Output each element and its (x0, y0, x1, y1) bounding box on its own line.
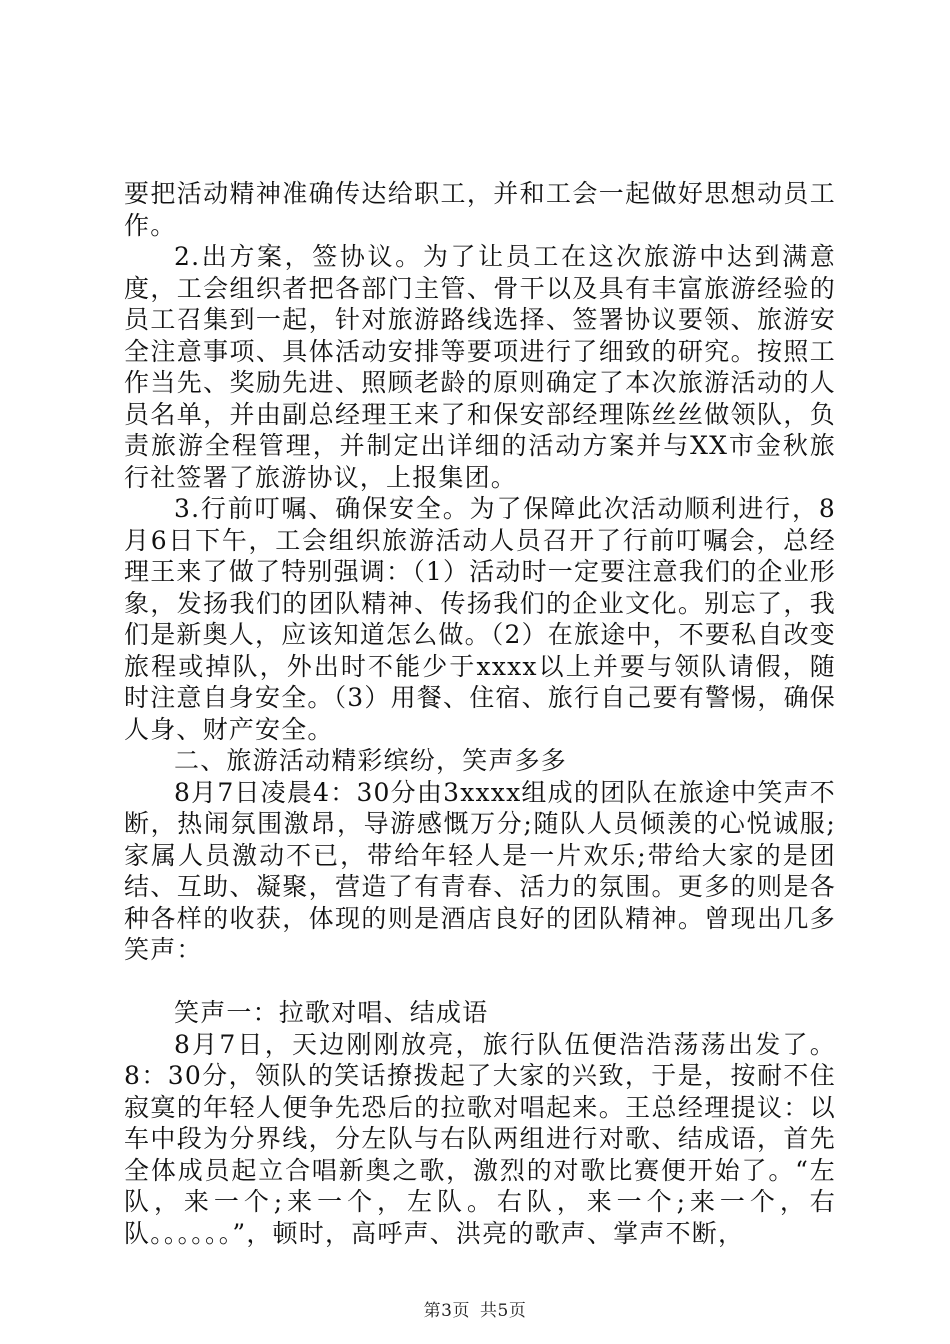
subheading: 笑声一：拉歌对唱、结成语 (174, 998, 489, 1027)
paragraph-3: 3.行前叮嘱、确保安全。为了保障此次活动顺利进行，8月6日下午，工会组织旅游活动人员召开了行前叮嘱会，总经理王来了做了特别强调：（1）活动时一定要注意我们的企业形象，发扬我们的团队精神、传扬我们的企业文化。别忘了，我们是新奥人，应该知道怎么做。（2）在旅途中，不要私自改变旅程或掉队，外出时不能少于xxxx以上并要与领队请假，随时注意自身安全。（3）用餐、住宿、旅行自己要有警惕，确保人身、财产安全。 (124, 494, 837, 744)
paragraph-1: 要把活动精神准确传达给职工，并和工会一起做好思想动员工作。 (124, 179, 836, 240)
page-total: 共5页 (480, 1301, 527, 1321)
page-number: 第3页 (423, 1301, 470, 1321)
paragraph-2: 2.出方案，签协议。为了让员工在这次旅游中达到满意度，工会组织者把各部门主管、骨干以及具有丰富旅游经验的员工召集到一起，针对旅游路线选择、签署协议要领、旅游安全注意事项、具体活动安排等要项进行了细致的研究。按照工作当先、奖励先进、照顾老龄的原则确定了本次旅游活动的人员名单，并由副总经理王来了和保安部经理陈丝丝做领队，负责旅游全程管理，并制定出详细的活动方案并与XX市金秋旅行社签署了旅游协议，上报集团。 (124, 242, 836, 492)
blank-line (124, 966, 836, 998)
page-footer (0, 1296, 950, 1321)
section-heading: 二、旅游活动精彩缤纷，笑声多多 (174, 746, 568, 775)
document-body (124, 178, 836, 1249)
paragraph-5: 8月7日，天边刚刚放亮，旅行队伍便浩浩荡荡出发了。8：30分，领队的笑话撩拨起了大家的兴致，于是，按耐不住寂寞的年轻人便争先恐后的拉歌对唱起来。王总经理提议：以车中段为分界线，分左队与右队两组进行对歌、结成语，首先全体成员起立合唱新奥之歌，激烈的对歌比赛便开始了。“左队，来一个;来一个，左队。右队，来一个;来一个，右队。。。。。。”，顿时，高呼声、洪亮的歌声、掌声不断， (124, 1029, 836, 1248)
paragraph-4: 8月7日凌晨4：30分由3xxxx组成的团队在旅途中笑声不断，热闹氛围激昂，导游感慨万分;随队人员倾羡的心悦诚服;家属人员激动不已，带给年轻人是一片欢乐;带给大家的是团结、互助、凝聚，营造了有青春、活力的氛围。更多的则是各种各样的收获，体现的则是酒店良好的团队精神。曾现出几多笑声： (124, 777, 836, 964)
